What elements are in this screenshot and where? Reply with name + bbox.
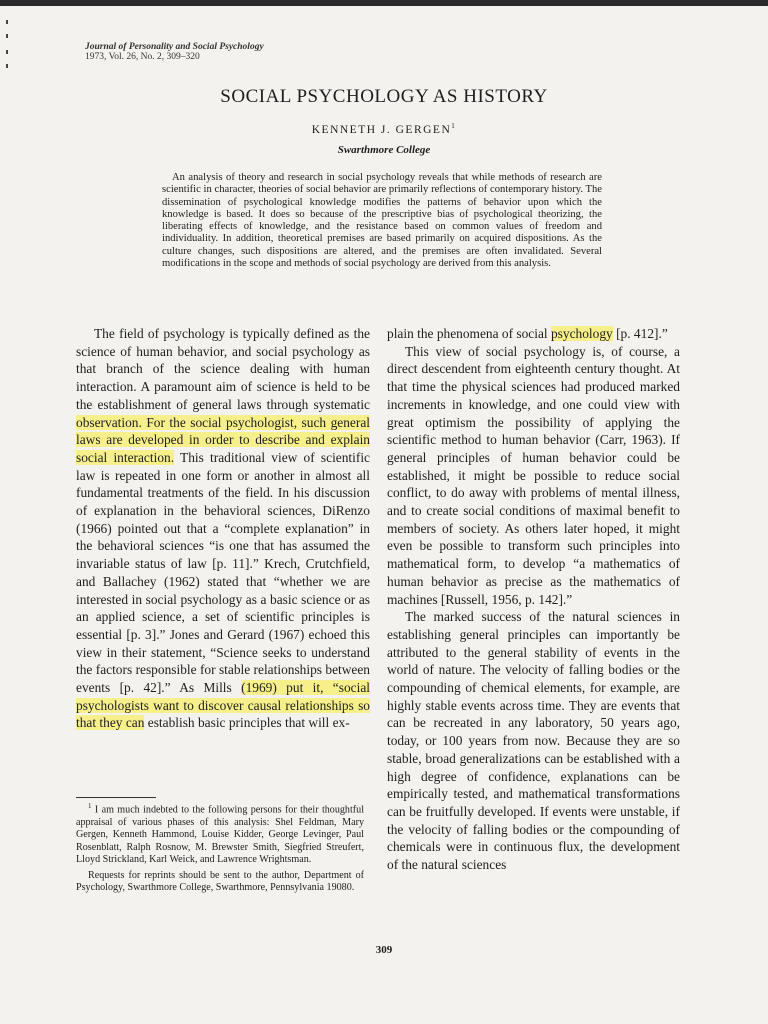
- abstract-text: An analysis of theory and research in social psychology reveals that while methods of research are scientific in character, theories of social behavior are primarily reflections of contemporary history. The dissemination of psychological knowledge modifies the patterns of behavior upon which the knowledge is based. It does so because of the prescriptive bias of psychological theorizing, the liberating effects of knowledge, and the resistance based on common values of freedom and individuality. In addition, theoretical premises are based primarily on acquired dispositions. As the culture changes, such dispositions are altered, and the premises are often invalidated. Several modifications in the scope and methods of social psychology are derived from this analysis.: [162, 172, 602, 270]
- text-run: establish basic principles that will ex-: [144, 715, 350, 731]
- author-note-mark: 1: [451, 122, 457, 130]
- reprint-note: Requests for reprints should be sent to the author, Department of Psychology, Swarthmore College, Swarthmore, Pennsylvania 19080.: [76, 869, 364, 894]
- text-run: [p. 412].”: [612, 326, 668, 341]
- highlighted-word: psychology: [550, 326, 613, 341]
- text-run: This traditional view of scientific law is repeated in one form or another in almost all fundamental treatments of the field. In his discussion of explanation in the behavioral sciences, DiRenzo (1966) pointed out that a “complete explanation” in the behavioral sciences “is one that has assumed the invariable status of law [p. 11].” Krech, Crutchfield, and Ballachey (1962) stated that “whether we are interested in social psychology as a basic science or as an applied science, a set of scientific principles is essential [p. 3].” Jones and Gerard (1967) echoed this view in their statement, “Science seeks to understand the factors responsible for stable relationships between events [p. 42].” As Mills: [76, 449, 370, 696]
- left-paragraph-1: [76, 325, 370, 732]
- author-line: [0, 122, 768, 136]
- author-name: KENNETH J. GERGEN: [311, 123, 452, 136]
- text-run: plain the phenomena of social: [387, 326, 551, 341]
- highlighted-passage: observation. For the social psychologist, such general laws are developed in order to describe and explain social interaction.: [76, 414, 370, 465]
- journal-name: Journal of Personality and Social Psychology: [85, 42, 264, 52]
- page-number: 309: [375, 944, 393, 956]
- affiliation: Swarthmore College: [337, 144, 431, 156]
- highlighted-passage: (1969) put it, “social psychologists want to discover causal relationships so that they can: [76, 680, 370, 731]
- right-paragraph-3: The marked success of the natural sciences in establishing general principles can importantly be attributed to the general stability of events in the world of nature. The velocity of falling bodies or the compounding of chemical elements, for example, are highly stable events across time. They are events that can be recreated in any laboratory, 50 years ago, today, or 100 years from now. Because they are so stable, broad generalizations can be established with a high degree of confidence, explanations can be empirically tested, and mathematical transformations can be fruitfully developed. If events were unstable, if the velocity of falling bodies or the compounding of chemicals were in continuous flux, the development of the natural sciences: [387, 609, 680, 873]
- journal-citation: 1973, Vol. 26, No. 2, 309–320: [85, 52, 200, 62]
- abstract: [162, 172, 602, 270]
- right-paragraph-2: This view of social psychology is, of course, a direct descendent from eighteenth century thought. At that time the physical sciences had produced marked increments in knowledge, and one could view with great optimism the possibility of applying the scientific method to human behavior (Carr, 1963). If general principles of human behavior could be established, it might be possible to reduce social conflict, to do away with problems of mental illness, and to create social conditions of maximal benefit to members of society. As others later hoped, it might even be possible to transform such principles into mathematical form, to develop “a mathematics of human behavior as precise as the mathematics of machines [Russell, 1956, p. 142].”: [387, 343, 680, 607]
- left-column: [76, 325, 370, 732]
- footnotes: [76, 800, 364, 898]
- text-run: The field of psychology is typically defined as the science of human behavior, and social psychology as that branch of the science dealing with human interaction. A paramount aim of science is held to be the establishment of general laws through systematic: [76, 326, 370, 412]
- scan-margin-marks: [6, 20, 16, 80]
- footnote-1: [76, 800, 364, 867]
- footnote-text: I am much indebted to the following persons for their thoughtful appraisal of various phases of this analysis: Shel Feldman, Mary Gergen, Kenneth Hammond, Louise Kidder, George Levinger, Paul Rosenblatt, Ralph Rosnow, M. Brewster Smith, Siegfried Streufert, Lloyd Strickland, Karl Weick, and Lawrence Wrightsman.: [76, 804, 365, 866]
- scan-top-edge: [0, 0, 768, 6]
- right-paragraph-continuation: [387, 325, 680, 343]
- right-column: [387, 325, 680, 874]
- footnote-rule: [76, 797, 156, 798]
- article-title: SOCIAL PSYCHOLOGY AS HISTORY: [220, 86, 548, 107]
- footnote-mark: 1: [88, 802, 92, 810]
- journal-header: [85, 42, 264, 62]
